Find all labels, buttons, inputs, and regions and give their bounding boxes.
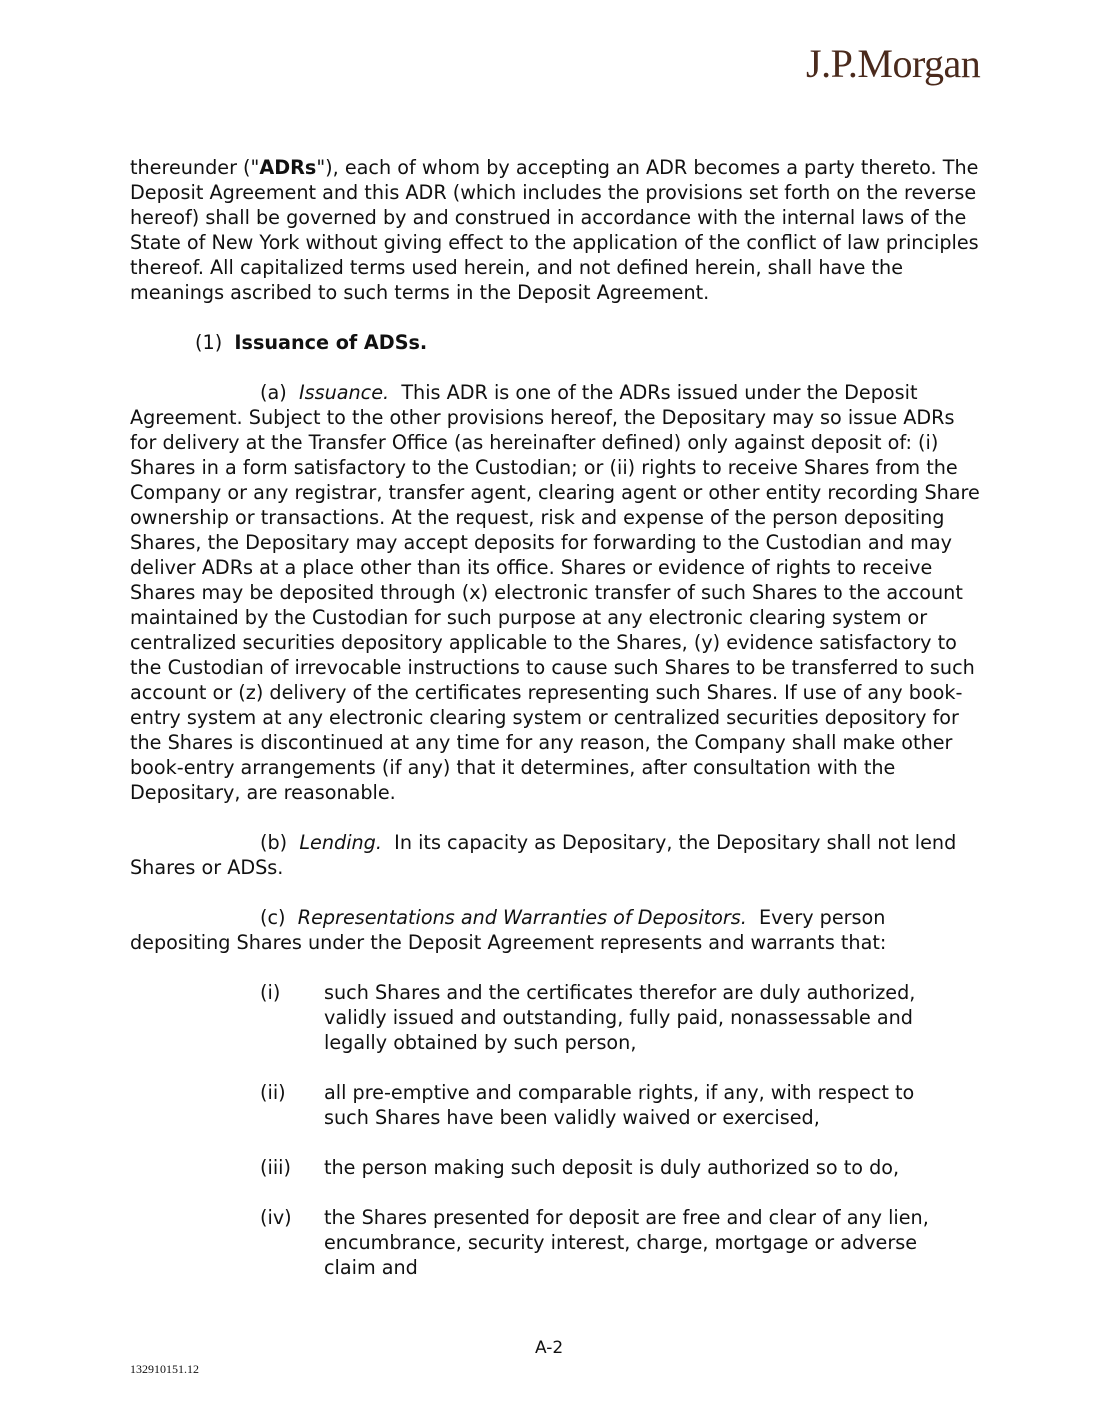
- list-item-text: such Shares and the certificates therefor are duly authorized, validly issued and outstanding, fully paid, nonassessable and legally obtained by such person,: [324, 981, 916, 1054]
- jpmorgan-logo: J.P.Morgan: [806, 41, 981, 86]
- intro-paragraph: [130, 155, 980, 305]
- paragraph-title: Representations and Warranties of Depositors.: [297, 906, 747, 929]
- intro-text-pre: thereunder (": [130, 156, 260, 179]
- list-item: [130, 1155, 980, 1180]
- paragraph-c: [130, 905, 980, 955]
- list-item: [130, 980, 980, 1055]
- list-item: [130, 1205, 980, 1280]
- document-id: 132910151.12: [130, 1362, 199, 1376]
- paragraph-label: (a): [260, 381, 287, 404]
- paragraph-title: Issuance.: [298, 381, 390, 404]
- list-item: [130, 1080, 980, 1130]
- paragraph-text: In its capacity as Depositary, the Depositary shall not lend Shares or ADSs.: [130, 831, 957, 879]
- defined-term-adrs: ADRs: [259, 156, 317, 179]
- paragraph-title: Lending.: [299, 831, 382, 854]
- section-title: Issuance of ADSs.: [234, 331, 428, 354]
- list-item-text: the Shares presented for deposit are free and clear of any lien, encumbrance, security interest, charge, mortgage or adverse claim and: [324, 1206, 929, 1279]
- list-item-number: (i): [260, 981, 281, 1004]
- list-item-number: (iii): [260, 1156, 291, 1179]
- paragraph-text: Every person depositing Shares under the Deposit Agreement represents and warrants that:: [130, 906, 887, 954]
- list-item-number: (iv): [260, 1206, 292, 1229]
- warranties-list: [130, 980, 980, 1280]
- list-item-text: the person making such deposit is duly authorized so to do,: [324, 1156, 900, 1179]
- list-item-text: all pre-emptive and comparable rights, if any, with respect to such Shares have been validly waived or exercised,: [324, 1081, 915, 1129]
- paragraph-a: [130, 380, 980, 805]
- page-number: A-2: [535, 1338, 564, 1358]
- intro-text-post: "), each of whom by accepting an ADR becomes a party thereto. The Deposit Agreement and this ADR (which includes the provisions set forth on the reverse hereof) shall be governed by and construed in accordance with the internal laws of the State of New York without giving effect to the application of the conflict of law principles thereof. All capitalized terms used herein, and not defined herein, shall have the meanings ascribed to such terms in the Deposit Agreement.: [130, 156, 979, 304]
- document-body: [130, 155, 980, 1305]
- paragraph-label: (c): [260, 906, 286, 929]
- section-heading: [130, 330, 980, 355]
- paragraph-b: [130, 830, 980, 880]
- list-item-number: (ii): [260, 1081, 286, 1104]
- section-number: (1): [195, 331, 223, 354]
- paragraph-text: This ADR is one of the ADRs issued under the Deposit Agreement. Subject to the other provisions hereof, the Depositary may so issue ADRs for delivery at the Transfer Office (as hereinafter defined) only against deposit of: (i) Shares in a form satisfactory to the Custodian; or (ii) rights to receive Shares from the Company or any registrar, transfer agent, clearing agent or other entity recording Share ownership or transactions. At the request, risk and expense of the person depositing Shares, the Depositary may accept deposits for forwarding to the Custodian and may deliver ADRs at a place other than its office. Shares or evidence of rights to receive Shares may be deposited through (x) electronic transfer of such Shares to the account maintained by the Custodian for such purpose at any electronic clearing system or centralized securities depository applicable to the Shares, (y) evidence satisfactory to the Custodian of irrevocable instructions to cause such Shares to be transferred to such account or (z) delivery of the certificates representing such Shares. If use of any book-entry system at any electronic clearing system or centralized securities depository for the Shares is discontinued at any time for any reason, the Company shall make other book-entry arrangements (if any) that it determines, after consultation with the Depositary, are reasonable.: [130, 381, 980, 804]
- paragraph-label: (b): [260, 831, 288, 854]
